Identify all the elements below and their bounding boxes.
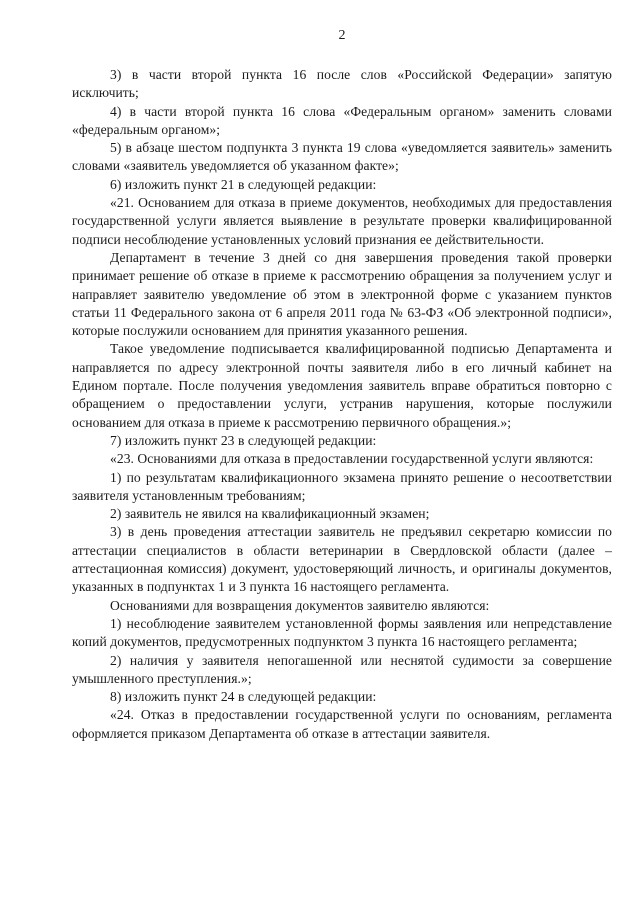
- page-number: 2: [338, 28, 346, 43]
- paragraph-reason-2: 2) заявитель не явился на квалификационный экзамен;: [110, 506, 430, 522]
- paragraph-item-6: 6) изложить пункт 21 в следующей редакции:: [110, 176, 377, 192]
- paragraph-item-8: 8) изложить пункт 24 в следующей редакции:: [110, 689, 377, 705]
- paragraph-return-reason-2: 2) наличия у заявителя непогашенной или неснятой судимости за совершение умышленного преступления.»;: [72, 652, 612, 686]
- paragraph-return-grounds: Основаниями для возвращения документов заявителю являются:: [110, 597, 490, 613]
- paragraph-clause-23: «23. Основаниями для отказа в предоставлении государственной услуги являются:: [110, 451, 594, 467]
- paragraph-reason-3: 3) в день проведения аттестации заявитель не предъявил секретарю комиссии по аттестации специалистов в области ветеринарии в Свердловской области (далее – аттестационная комиссия) документ, удостоверяющий личность, и оригиналы документов, указанных в подпунктах 1 и 3 пункта 16 настоящего регламента.: [72, 524, 612, 595]
- document-page: [72, 28, 612, 743]
- paragraph-notification: Такое уведомление подписывается квалифицированной подписью Департамента и направляется по адресу электронной почты заявителя либо в его личный кабинет на Едином портале. После получения уведомления заявитель вправе обратиться повторно с обращением о предоставлении услуги, устранив нарушения, которые послужили основанием для отказа в приеме к рассмотрению первичного обращения.»;: [72, 341, 612, 430]
- paragraph-clause-21: «21. Основанием для отказа в приеме документов, необходимых для предоставления государственной услуги является выявление в результате проверки квалифицированной подписи несоблюдение установленных условий признания ее действительности.: [72, 195, 612, 247]
- paragraph-item-7: 7) изложить пункт 23 в следующей редакции:: [110, 432, 377, 448]
- paragraph-reason-1: 1) по результатам квалификационного экзамена принято решение о несоответствии заявителя установленным требованиям;: [72, 469, 612, 503]
- paragraph-item-5: 5) в абзаце шестом подпункта 3 пункта 19 слова «уведомляется заявитель» заменить словами «заявитель уведомляется об указанном факте»;: [72, 140, 612, 174]
- paragraph-department-check: Департамент в течение 3 дней со дня завершения проведения такой проверки принимает решение об отказе в приеме к рассмотрению обращения за получением услуг и направляет заявителю уведомление об этом в электронной форме с указанием пунктов статьи 11 Федерального закона от 6 апреля 2011 года № 63-ФЗ «Об электронной подписи», которые послужили основанием для принятия указанного решения.: [72, 249, 612, 339]
- paragraph-clause-24: «24. Отказ в предоставлении государственной услуги по основаниям, регламента оформляется приказом Департамента об отказе в аттестации заявителя.: [72, 707, 612, 741]
- paragraph-return-reason-1: 1) несоблюдение заявителем установленной формы заявления или непредставление копий документов, предусмотренных подпунктом 3 пункта 16 настоящего регламента;: [72, 615, 612, 650]
- paragraph-item-3: 3) в части второй пункта 16 после слов «Российской Федерации» запятую исключить;: [72, 67, 612, 101]
- paragraph-item-4: 4) в части второй пункта 16 слова «Федеральным органом» заменить словами «федеральным органом»;: [72, 103, 612, 137]
